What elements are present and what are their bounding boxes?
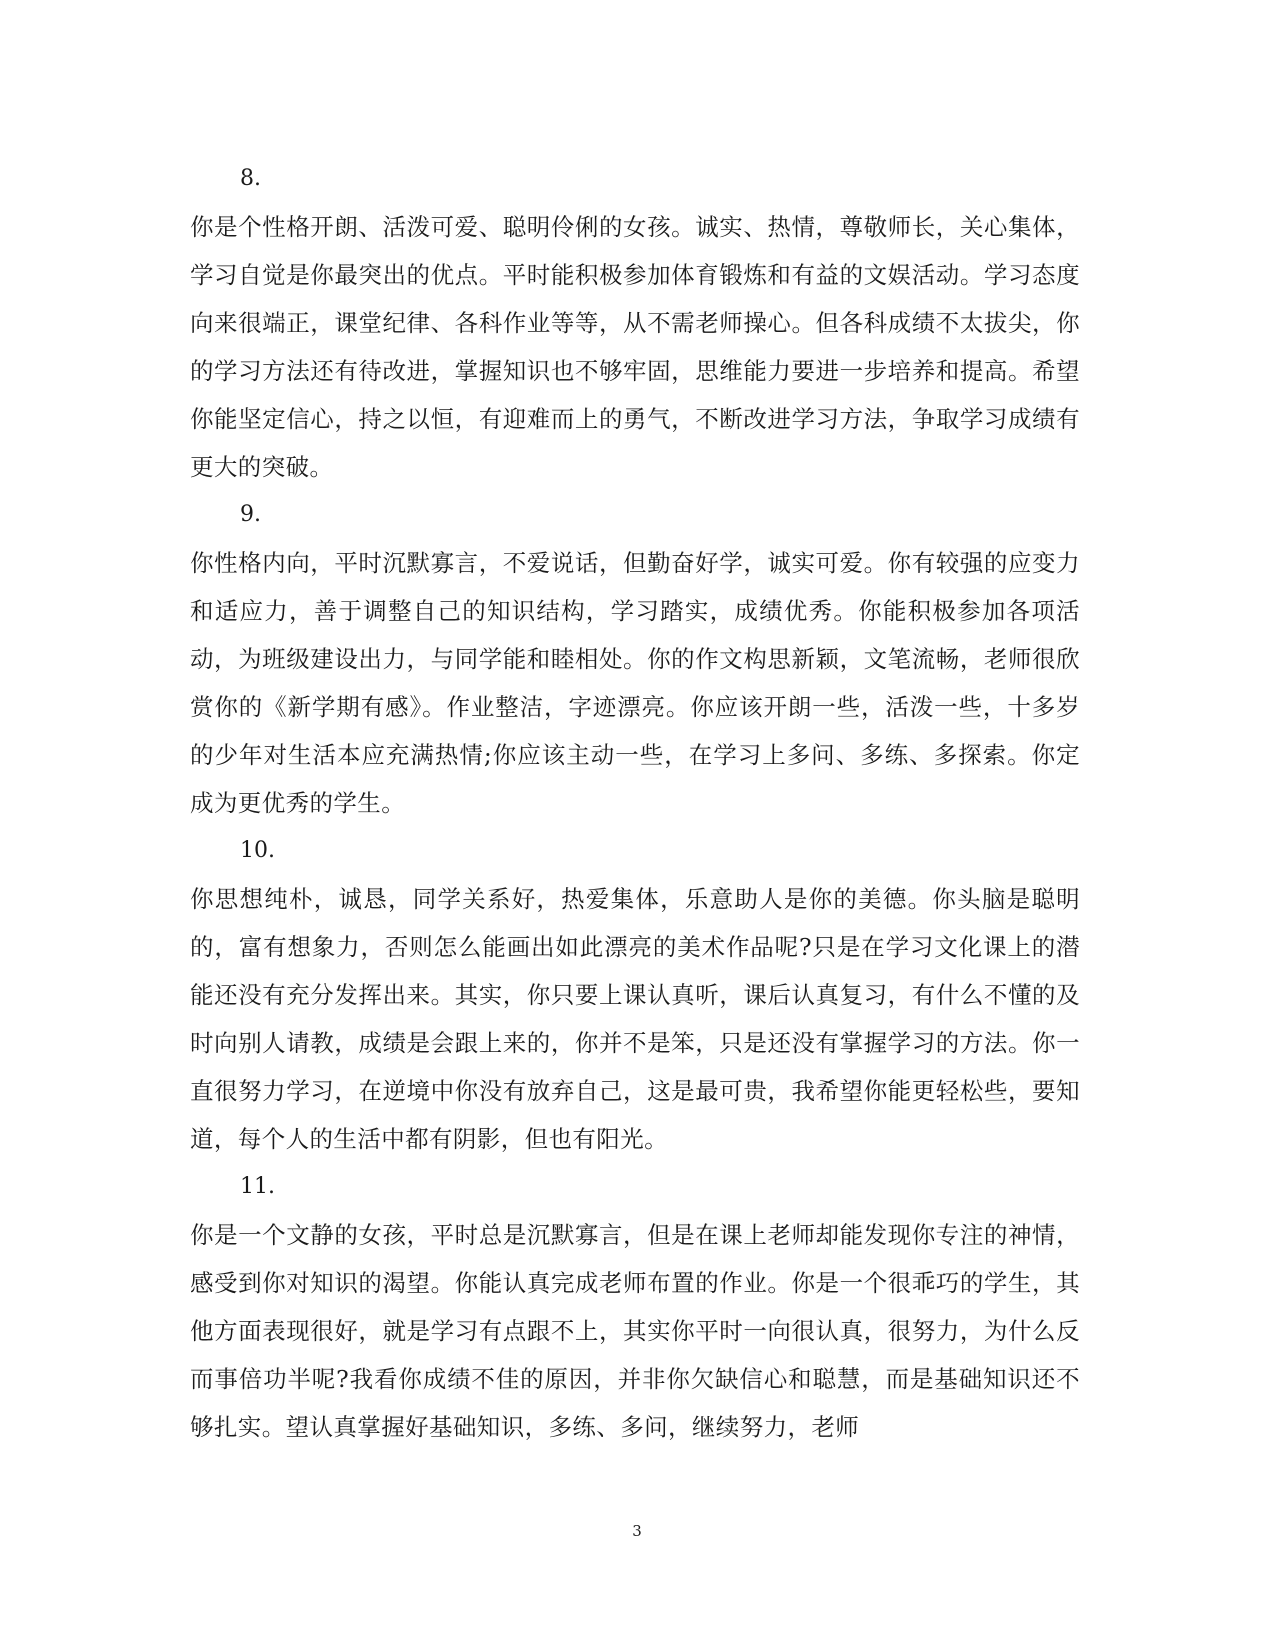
page-content — [190, 155, 1080, 1451]
item-number: 9. — [240, 502, 261, 527]
item-paragraph: 你是一个文静的女孩，平时总是沉默寡言，但是在课上老师却能发现你专注的神情，感受到你对知识的渴望。你能认真完成老师布置的作业。你是一个很乖巧的学生，其他方面表现很好，就是学习有点跟不上，其实你平时一向很认真，很努力，为什么反而事倍功半呢?我看你成绩不佳的原因，并非你欠缺信心和聪慧，而是基础知识还不够扎实。望认真掌握好基础知识，多练、多问，继续努力，老师 — [190, 1221, 1080, 1441]
item-paragraph: 你思想纯朴，诚恳，同学关系好，热爱集体，乐意助人是你的美德。你头脑是聪明的，富有想象力，否则怎么能画出如此漂亮的美术作品呢?只是在学习文化课上的潜能还没有充分发挥出来。其实，你只要上课认真听，课后认真复习，有什么不懂的及时向别人请教，成绩是会跟上来的，你并不是笨，只是还没有掌握学习的方法。你一直很努力学习，在逆境中你没有放弃自己，这是最可贵，我希望你能更轻松些，要知道，每个人的生活中都有阴影，但也有阳光。 — [190, 885, 1080, 1153]
item-number: 10. — [240, 838, 275, 863]
item-number: 8. — [240, 166, 261, 191]
page-number: 3 — [632, 1522, 642, 1540]
item-paragraph: 你性格内向，平时沉默寡言，不爱说话，但勤奋好学，诚实可爱。你有较强的应变力和适应力，善于调整自己的知识结构，学习踏实，成绩优秀。你能积极参加各项活动，为班级建设出力，与同学能和睦相处。你的作文构思新颖，文笔流畅，老师很欣赏你的《新学期有感》。作业整洁，字迹漂亮。你应该开朗一些，活泼一些，十多岁的少年对生活本应充满热情;你应该主动一些，在学习上多问、多练、多探索。你定成为更优秀的学生。 — [190, 549, 1080, 817]
item-number: 11. — [240, 1174, 275, 1199]
item-paragraph: 你是个性格开朗、活泼可爱、聪明伶俐的女孩。诚实、热情，尊敬师长，关心集体，学习自觉是你最突出的优点。平时能积极参加体育锻炼和有益的文娱活动。学习态度向来很端正，课堂纪律、各科作业等等，从不需老师操心。但各科成绩不太拔尖，你的学习方法还有待改进，掌握知识也不够牢固，思维能力要进一步培养和提高。希望你能坚定信心，持之以恒，有迎难而上的勇气，不断改进学习方法，争取学习成绩有更大的突破。 — [190, 213, 1080, 481]
